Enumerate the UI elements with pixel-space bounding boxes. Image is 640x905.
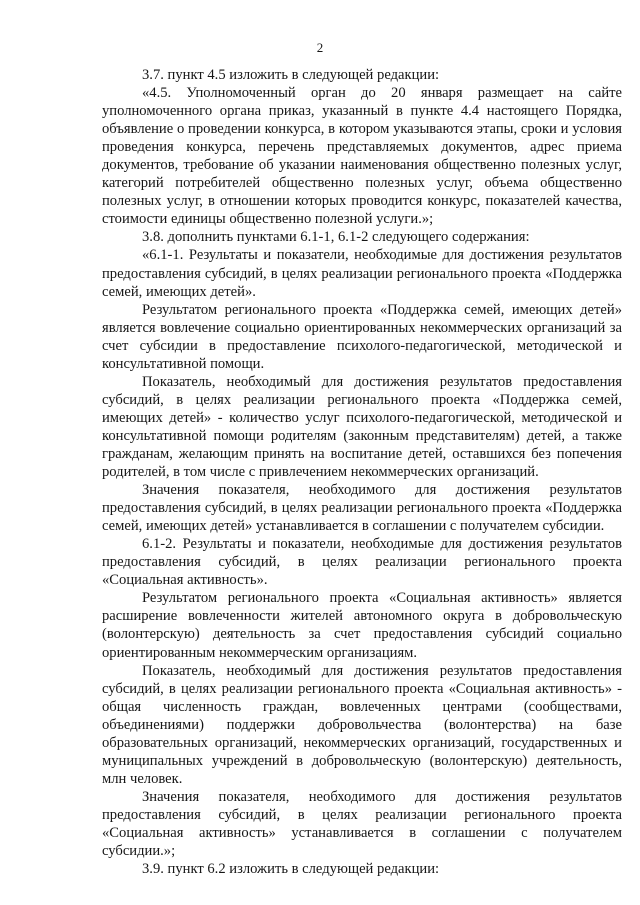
paragraph-3-7: 3.7. пункт 4.5 изложить в следующей редакции: [142, 67, 440, 83]
paragraph-activity-values: Значения показателя, необходимого для достижения результатов предоставления субсидий, в целях реализации регионального проекта «Социальная активность» устанавливается в соглашении с получателем субсидии.»; [102, 788, 622, 860]
paragraph-family-result: Результатом регионального проекта «Поддержка семей, имеющих детей» является вовлечение социально ориентированных некоммерческих организаций за счет субсидии в предоставление психолого-педагогической, методической и консультативной помощи. [102, 301, 622, 372]
paragraph-family-indicator: Показатель, необходимый для достижения результатов предоставления субсидий, в целях реализации регионального проекта «Поддержка семей, имеющих детей» - количество услуг психолого-педагогической, методической и консультативной помощи родителям (законным представителям) детей, а также гражданам, желающим принять на воспитание детей, оставшихся без попечения родителей, в том числе с привлечением некоммерческих организаций. [102, 373, 622, 481]
paragraph-3-8: 3.8. дополнить пунктами 6.1-1, 6.1-2 следующего содержания: [142, 229, 530, 246]
paragraph-6-1-1: «6.1-1. Результаты и показатели, необходимые для достижения результатов предоставления субсидий, в целях реализации регионального проекта «Поддержка семей, имеющих детей». [102, 247, 622, 300]
paragraph-6-1-2: 6.1-2. Результаты и показатели, необходимые для достижения результатов предоставления субсидий, в целях реализации регионального проекта «Социальная активность». [102, 536, 622, 589]
document-body [102, 66, 622, 878]
page-number: 2 [316, 40, 324, 55]
paragraph-3-9: 3.9. пункт 6.2 изложить в следующей редакции: [142, 861, 440, 878]
paragraph-4-5: «4.5. Уполномоченный орган до 20 января размещает на сайте уполномоченного органа приказ, указанный в пункте 4.4 настоящего Порядка, объявление о проведении конкурса, в котором указываются этапы, сроки и условия проведения конкурса, перечень представляемых документов, адрес приема документов, требование об указании наименования общественно полезных услуг, категорий потребителей общественно полезных услуг, объема общественно полезных услуг, в отношении которых проводится конкурс, показателей качества, стоимости единицы общественно полезной услуги.»; [102, 85, 622, 228]
paragraph-activity-result: Результатом регионального проекта «Социальная активность» является расширение вовлеченности жителей автономного округа в добровольческую (волонтерскую) деятельность за счет предоставления субсидий социально ориентированным некоммерческим организациям. [102, 590, 622, 661]
paragraph-family-values: Значения показателя, необходимого для достижения результатов предоставления субсидий, в целях реализации регионального проекта «Поддержка семей, имеющих детей» устанавливается в соглашении с получателем субсидии. [102, 482, 622, 535]
paragraph-activity-indicator: Показатель, необходимый для достижения результатов предоставления субсидий, в целях реализации регионального проекта «Социальная активность» - общая численность граждан, вовлеченных центрами (сообществами, объединениями) поддержки добровольчества (волонтерства) на базе образовательных организаций, некоммерческих организаций, государственных и муниципальных учреждений в добровольческую (волонтерскую) деятельность, млн человек. [102, 662, 622, 787]
